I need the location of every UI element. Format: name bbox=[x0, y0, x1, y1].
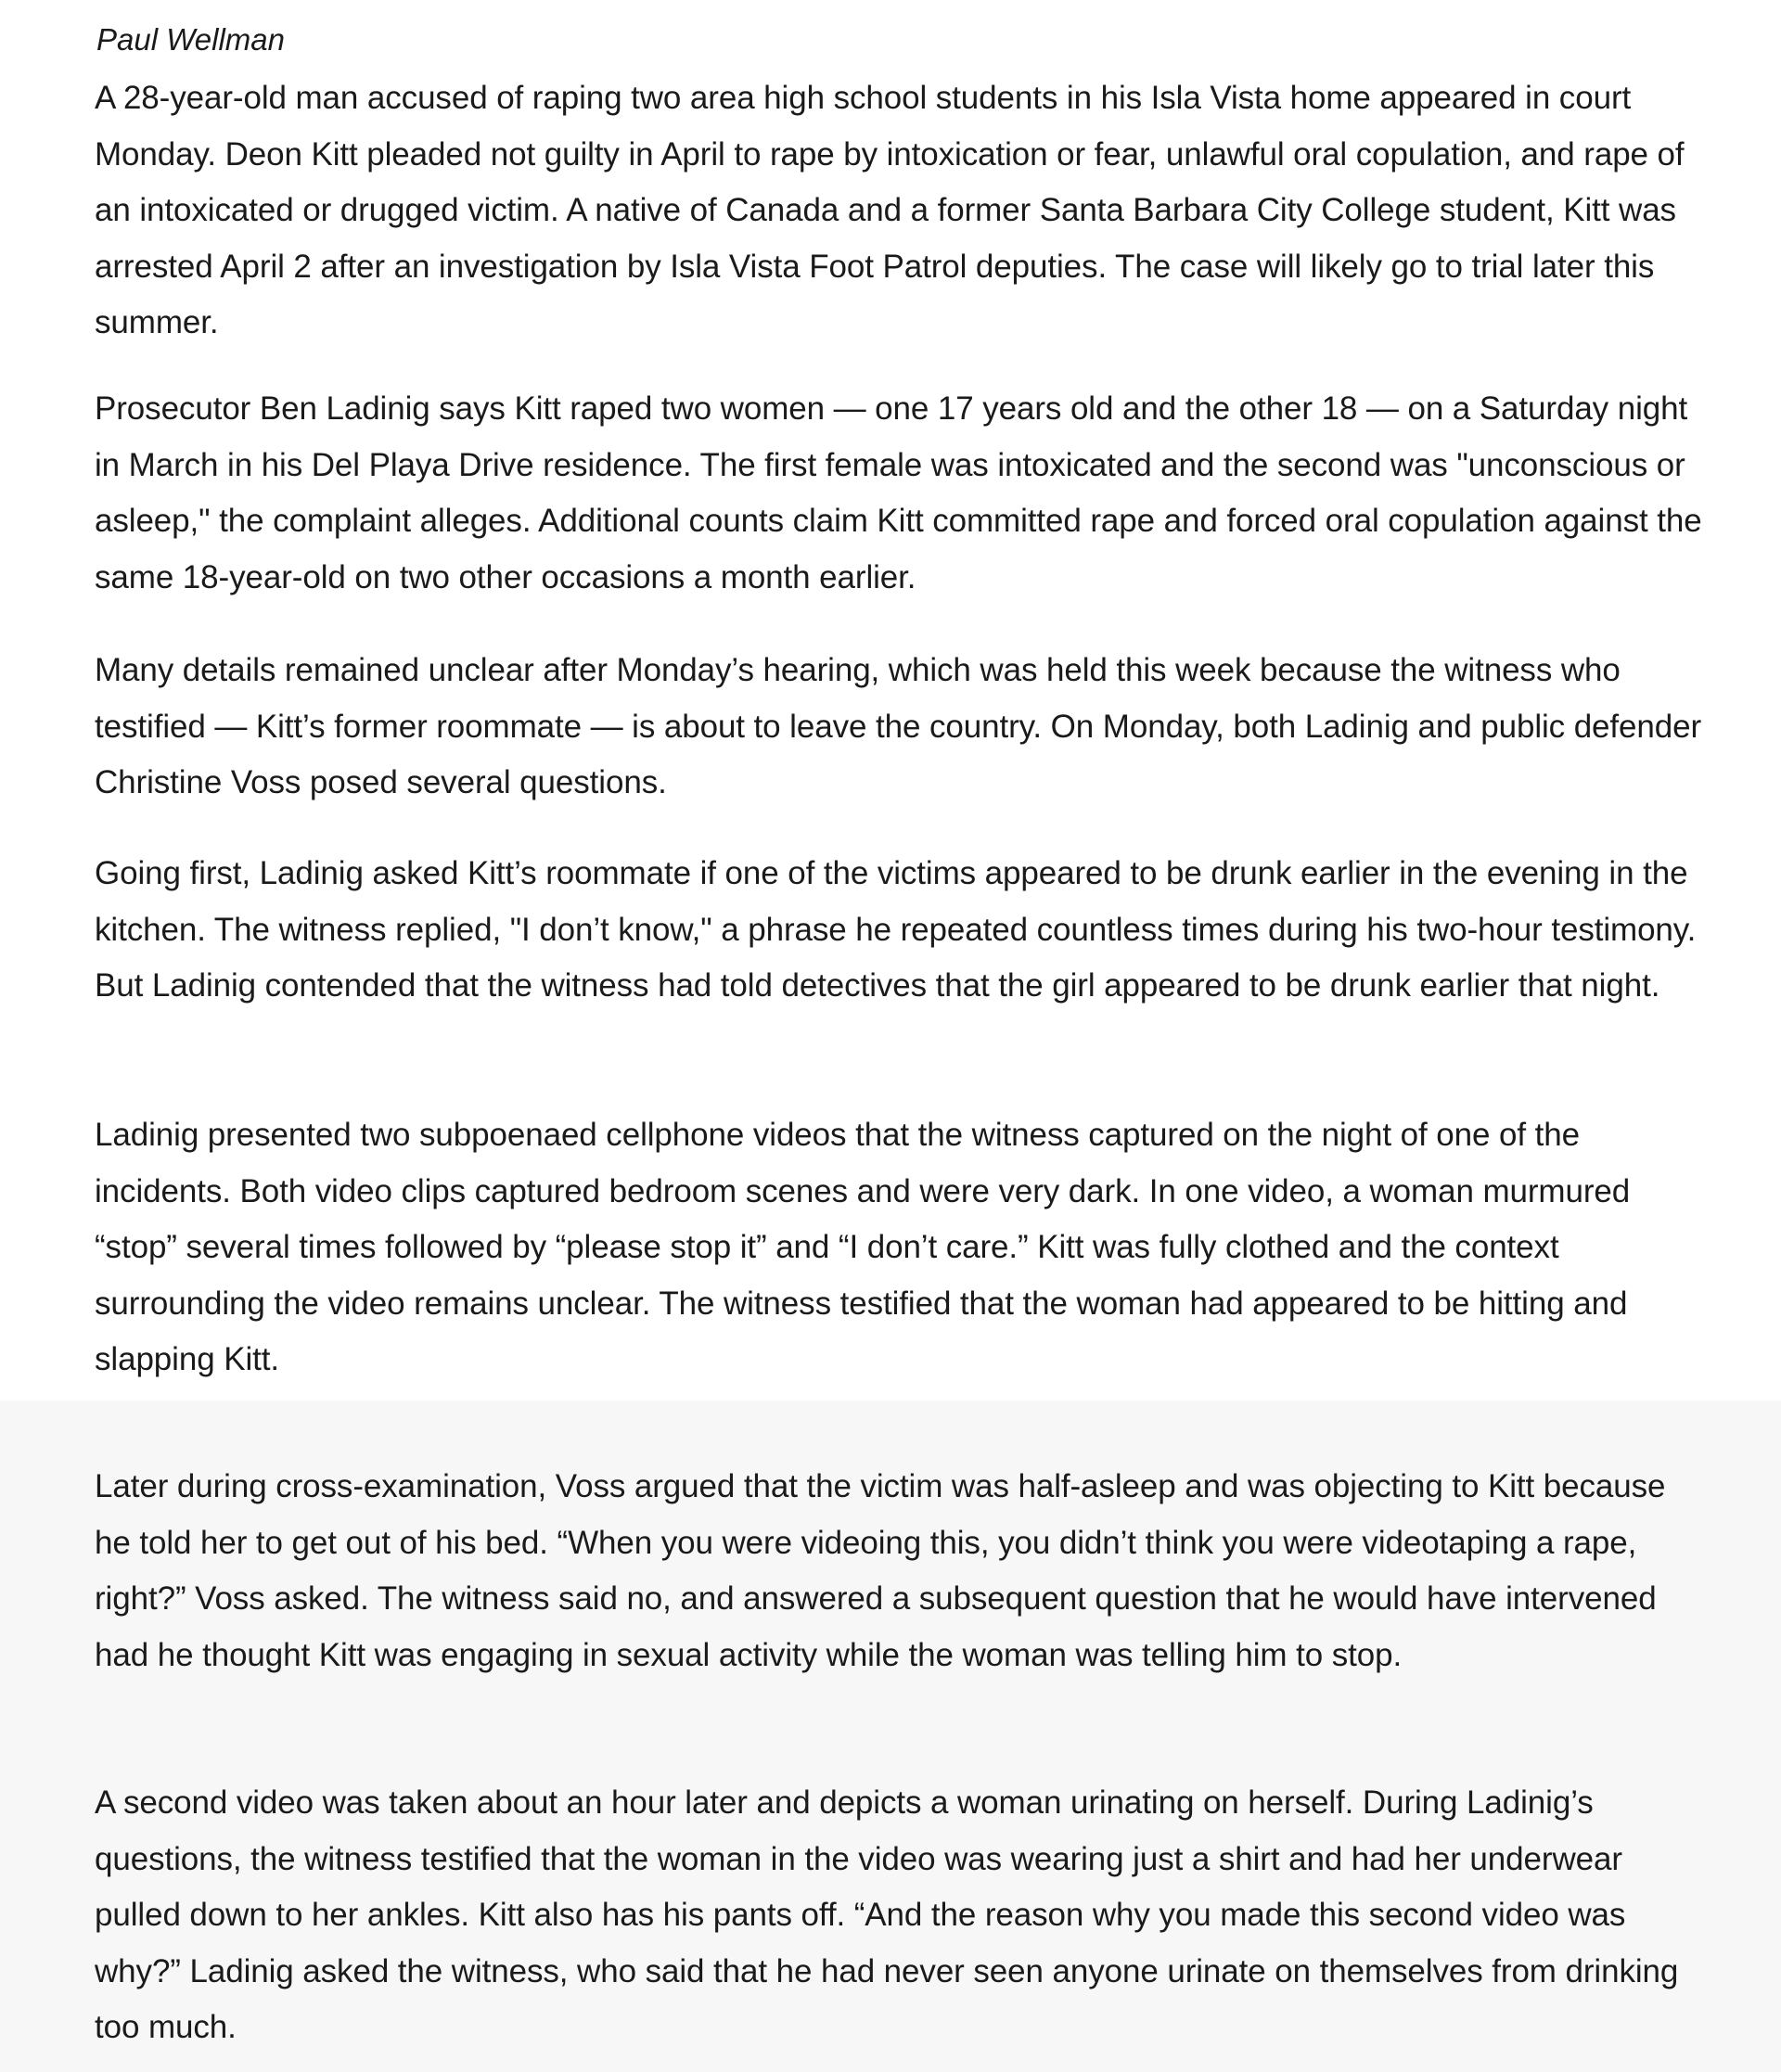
article-paragraph-3: Many details remained unclear after Monday’s hearing, which was held this week because the witness who testified — Kitt’s former roommate — is about to leave the country. On Monday, both Ladinig and public defender Christine Voss posed several questions. bbox=[95, 652, 1702, 800]
article-paragraph-2: Prosecutor Ben Ladinig says Kitt raped two women — one 17 years old and the other 18 — on a Saturday night in March in his Del Playa Drive residence. The first female was intoxicated and the second was "unconscious or asleep," the complaint alleges. Additional counts claim Kitt committed rape and forced oral copulation against the same 18-year-old on two other occasions a month earlier. bbox=[95, 390, 1702, 595]
byline: Paul Wellman bbox=[96, 22, 285, 57]
article-paragraph-5: Ladinig presented two subpoenaed cellphone videos that the witness captured on the night of one of the incidents. Both video clips captured bedroom scenes and were very dark. In one video, a woman murmured “stop” several times followed by “please stop it” and “I don’t care.” Kitt was fully clothed and the context surrounding the video remains unclear. The witness testified that the woman had appeared to be hitting and slapping Kitt. bbox=[95, 1117, 1631, 1377]
article-paragraph-6: Later during cross-examination, Voss argued that the victim was half-asleep and was objecting to Kitt because he told her to get out of his bed. “When you were videoing this, you didn’t think you were videotaping a rape, right?” Voss asked. The witness said no, and answered a subsequent question that he would have intervened had he thought Kitt was engaging in sexual activity while the woman was telling him to stop. bbox=[95, 1468, 1666, 1673]
article-paragraph-7: A second video was taken about an hour later and depicts a woman urinating on herself. During Ladinig’s questions, the witness testified that the woman in the video was wearing just a shirt and had her underwear pulled down to her ankles. Kitt also has his pants off. “And the reason why you made this second video was why?” Ladinig asked the witness, who said that he had never seen anyone urinate on themselves from drinking too much. bbox=[95, 1784, 1679, 2045]
article-paragraph-4: Going first, Ladinig asked Kitt’s roommate if one of the victims appeared to be drunk earlier in the evening in the kitchen. The witness replied, "I don’t know," a phrase he repeated countless times during his two-hour testimony. But Ladinig contended that the witness had told detectives that the girl appeared to be drunk earlier that night. bbox=[95, 855, 1697, 1004]
article-paragraph-1: A 28-year-old man accused of raping two area high school students in his Isla Vista home appeared in court Monday. Deon Kitt pleaded not guilty in April to rape by intoxication or fear, unlawful oral copulation, and rape of an intoxicated or drugged victim. A native of Canada and a former Santa Barbara City College student, Kitt was arrested April 2 after an investigation by Isla Vista Foot Patrol deputies. The case will likely go to trial later this summer. bbox=[95, 80, 1685, 340]
